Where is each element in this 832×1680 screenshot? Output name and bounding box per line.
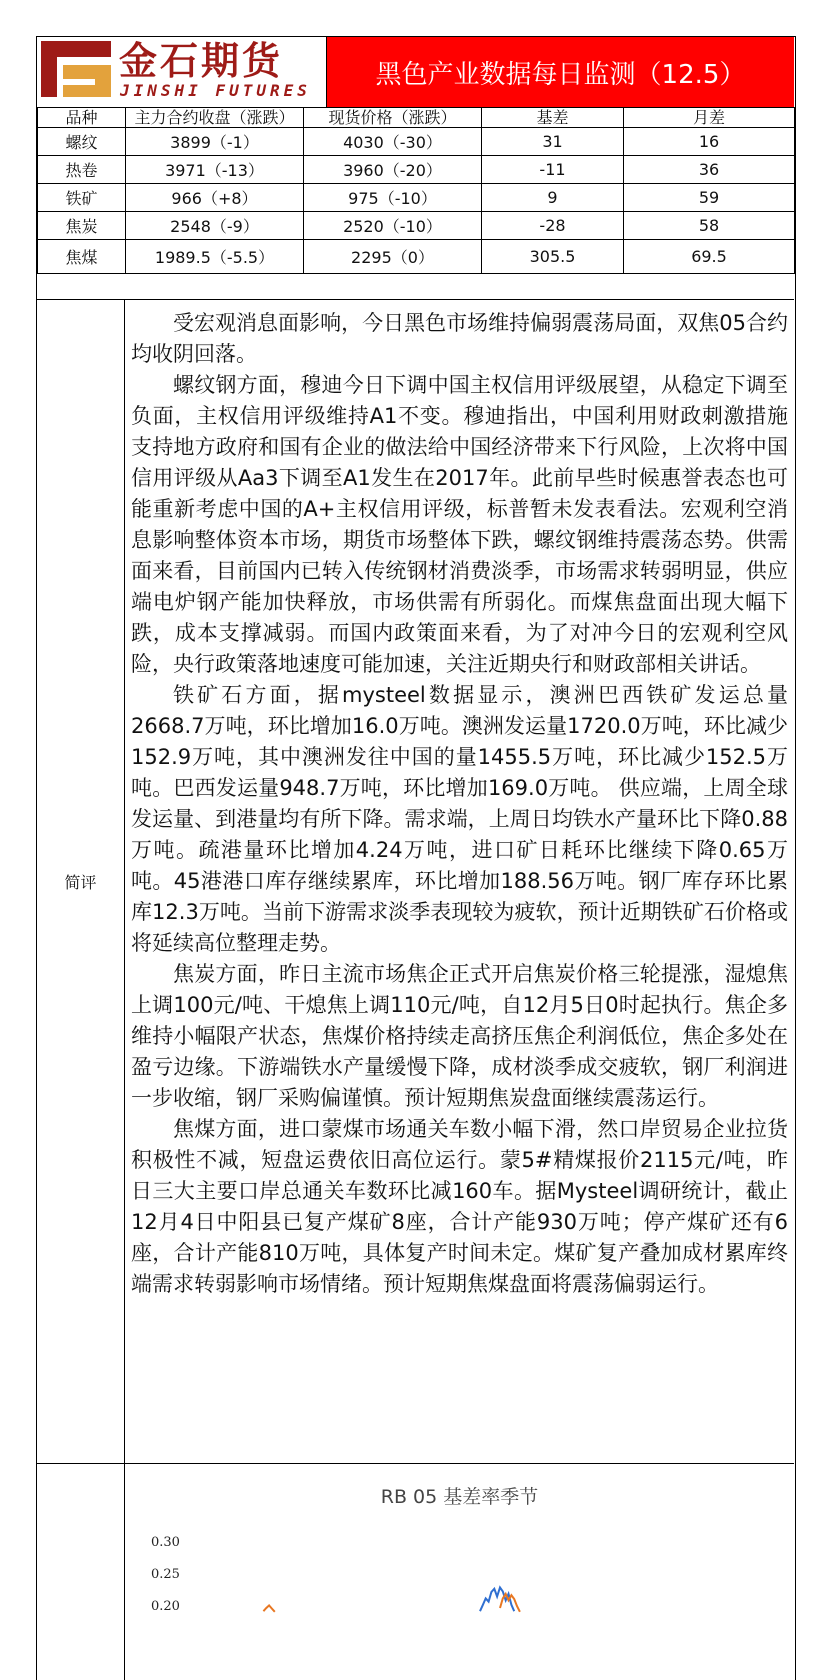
cell-futures-close: 1989.5（-5.5） <box>126 240 304 274</box>
chart-plot <box>125 1464 794 1680</box>
cell-variety: 热卷 <box>38 156 126 184</box>
logo-chinese-text: 金石期货 <box>119 39 284 83</box>
chart-label-cell <box>37 1464 125 1680</box>
report-frame <box>36 36 796 1680</box>
comment-paragraph-rebar: 螺纹钢方面，穆迪今日下调中国主权信用评级展望，从稳定下调至负面，主权信用评级维持A1不变。穆迪指出，中国利用财政刺激措施支持地方政府和国有企业的做法给中国经济带来下行风险，上次将中国信用评级从Aa3下调至A1发生在2017年。此前早些时候惠誉表态也可能重新考虑中国的A+主权信用评级，标普暂未发表看法。宏观利空消息影响整体资本市场，期货市场整体下跌，螺纹钢维持震荡态势。供需面来看，目前国内已转入传统钢材消费淡季，市场需求转弱明显，供应端电炉钢产能加快释放，市场供需有所弱化。而煤焦盘面出现大幅下跌，成本支撑减弱。而国内政策面来看，为了对冲今日的宏观利空风险，央行政策落地速度可能加速，关注近期央行和财政部相关讲话。 <box>131 373 788 676</box>
cell-futures-close: 3899（-1） <box>126 128 304 156</box>
comment-paragraph-summary: 受宏观消息面影响，今日黑色市场维持偏弱震荡局面，双焦05合约均收阴回落。 <box>131 311 788 366</box>
y-tick-label: 0.20 <box>151 1599 180 1614</box>
company-logo <box>37 37 327 107</box>
cell-spot-price: 975（-10） <box>304 184 482 212</box>
y-tick-label: 0.25 <box>151 1567 180 1582</box>
cell-futures-close: 3971（-13） <box>126 156 304 184</box>
table-header-row <box>38 108 795 128</box>
comment-paragraph-iron-ore: 铁矿石方面，据mysteel数据显示，澳洲巴西铁矿发运总量2668.7万吨，环比增加16.0万吨。澳洲发运量1720.0万吨，环比减少152.9万吨，其中澳洲发往中国的量1455.5万吨，环比减少152.5万吨。巴西发运量948.7万吨，环比增加169.0万吨。 供应端，上周全球发运量、到港量均有所下降。需求端，上周日均铁水产量环比下降0.88万吨。疏港量环比增加4.24万吨，进口矿日耗环比继续下降0.65万吨。45港港口库存继续累库，环比增加188.56万吨。钢厂库存环比累库12.3万吨。当前下游需求淡季表现较为疲软，预计近期铁矿石价格或将延续高位整理走势。 <box>131 683 788 955</box>
cell-variety: 焦煤 <box>38 240 126 274</box>
cell-spot-price: 4030（-30） <box>304 128 482 156</box>
cell-month-spread: 36 <box>624 156 795 184</box>
cell-futures-close: 966（+8） <box>126 184 304 212</box>
cell-variety: 焦炭 <box>38 212 126 240</box>
y-tick-label: 0.30 <box>151 1535 180 1550</box>
comment-paragraph-coking-coal: 焦煤方面，进口蒙煤市场通关车数小幅下滑，然口岸贸易企业拉货积极性不减，短盘运费依旧高位运行。蒙5#精煤报价2115元/吨，昨日三大主要口岸总通关车数环比减160车。据Mysteel调研统计，截止12月4日中阳县已复产煤矿8座，合计产能930万吨；停产煤矿还有6座，合计产能810万吨，具体复产时间未定。煤矿复产叠加成材累库终端需求转弱影响市场情绪。预计短期焦煤盘面将震荡偏弱运行。 <box>131 1117 788 1296</box>
price-table <box>37 107 795 274</box>
basis-rate-chart <box>125 1464 794 1680</box>
table-row <box>38 184 795 212</box>
header-variety: 品种 <box>38 108 126 128</box>
logo-english-text: JINSHI FUTURES <box>120 81 311 100</box>
cell-variety: 螺纹 <box>38 128 126 156</box>
comment-body <box>125 300 794 1463</box>
table-row <box>38 156 795 184</box>
cell-month-spread: 69.5 <box>624 240 795 274</box>
cell-basis: -28 <box>482 212 624 240</box>
cell-spot-price: 2520（-10） <box>304 212 482 240</box>
report-header <box>37 37 794 107</box>
cell-spot-price: 3960（-20） <box>304 156 482 184</box>
cell-basis: -11 <box>482 156 624 184</box>
cell-basis: 9 <box>482 184 624 212</box>
logo-mark-icon <box>41 41 111 97</box>
header-month-spread: 月差 <box>624 108 795 128</box>
cell-month-spread: 58 <box>624 212 795 240</box>
header-basis: 基差 <box>482 108 624 128</box>
cell-month-spread: 16 <box>624 128 795 156</box>
cell-variety: 铁矿 <box>38 184 126 212</box>
chart-title: RB 05 基差率季节 <box>380 1486 539 1508</box>
header-futures-close: 主力合约收盘（涨跌） <box>126 108 304 128</box>
comment-label: 简评 <box>37 300 125 1463</box>
comment-paragraph-coke: 焦炭方面，昨日主流市场焦企正式开启焦炭价格三轮提涨，湿熄焦上调100元/吨、干熄焦上调110元/吨，自12月5日0时起执行。焦企多维持小幅限产状态，焦煤价格持续走高挤压焦企利润低位，焦企多处在盈亏边缘。下游端铁水产量缓慢下降，成材淡季成交疲软，钢厂利润进一步收缩，钢厂采购偏谨慎。预计短期焦炭盘面继续震荡运行。 <box>131 962 788 1110</box>
table-row <box>38 240 795 274</box>
table-row <box>38 128 795 156</box>
chart-section <box>37 1463 794 1680</box>
report-title: 黑色产业数据每日监测（12.5） <box>327 37 794 107</box>
table-row <box>38 212 795 240</box>
cell-futures-close: 2548（-9） <box>126 212 304 240</box>
comment-section <box>37 299 794 1463</box>
cell-basis: 305.5 <box>482 240 624 274</box>
cell-basis: 31 <box>482 128 624 156</box>
header-spot-price: 现货价格（涨跌） <box>304 108 482 128</box>
series-line-1 <box>263 1605 274 1611</box>
cell-month-spread: 59 <box>624 184 795 212</box>
cell-spot-price: 2295（0） <box>304 240 482 274</box>
